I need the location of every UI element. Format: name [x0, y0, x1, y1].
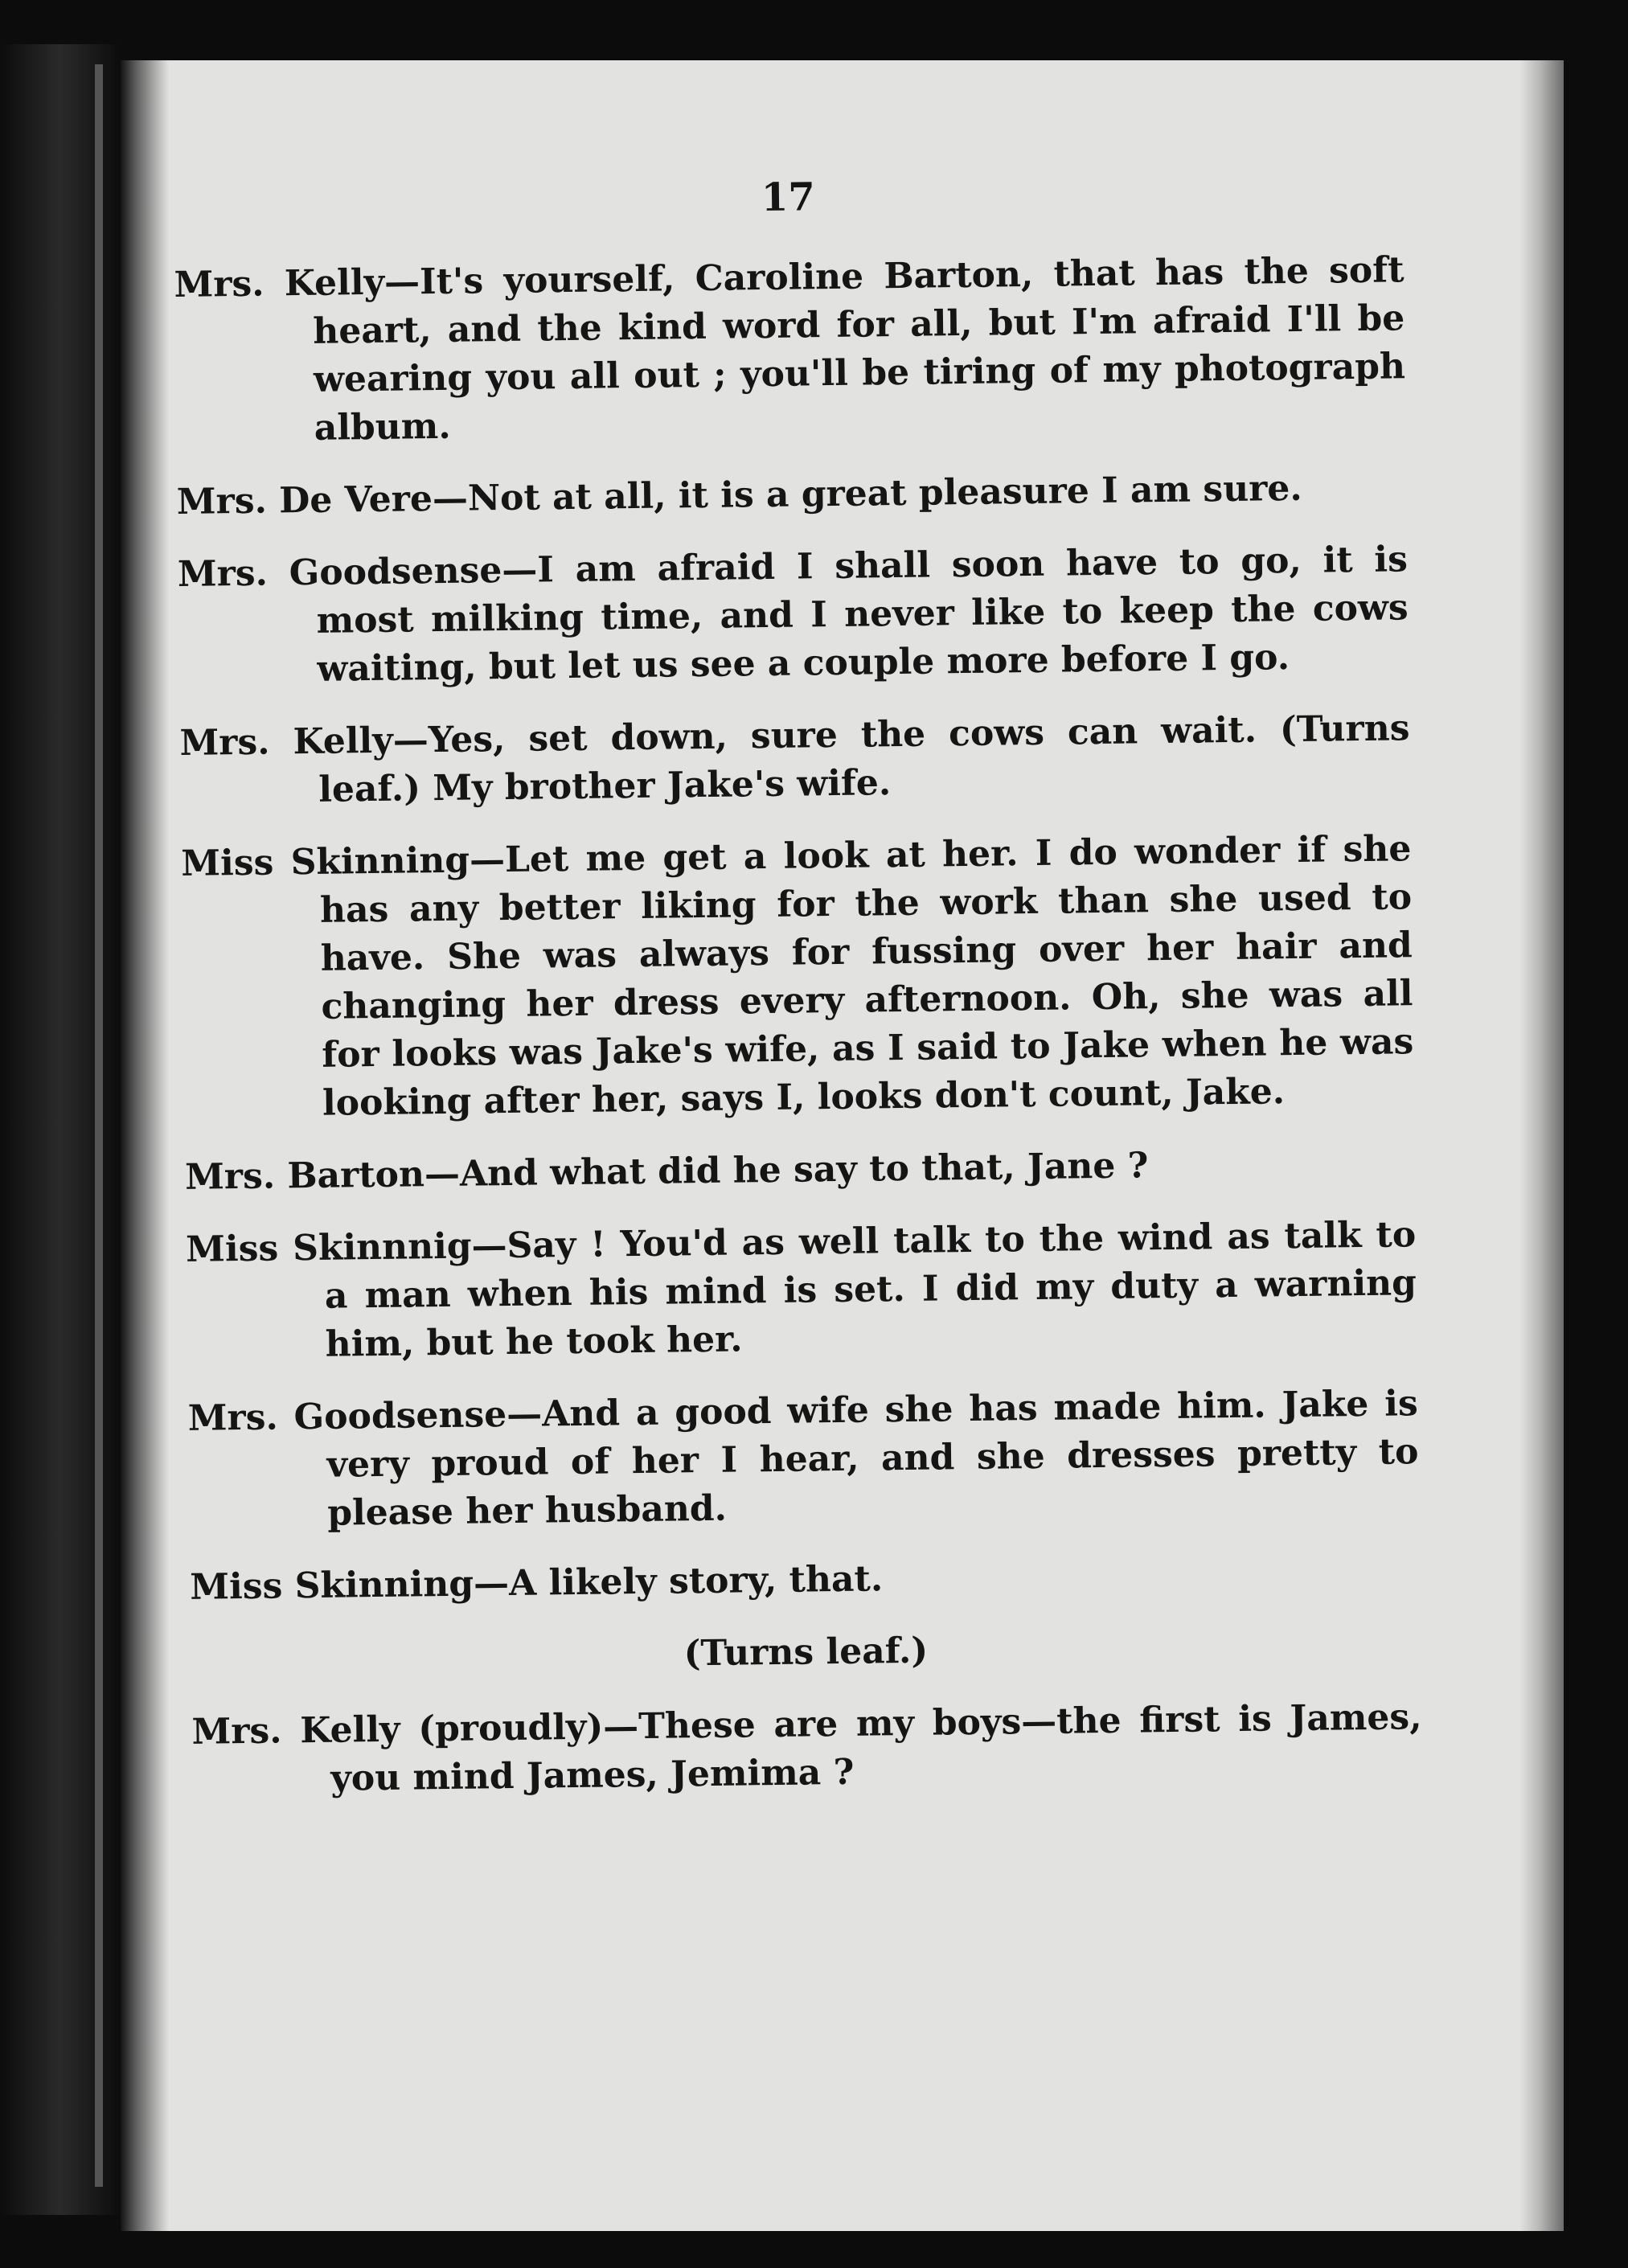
page-spine-shadow	[121, 60, 169, 2231]
dialogue-text: —Say ! You'd as well talk to the wind as talk to a man when his mind is set. I did my duty a warning him, but he took her.	[324, 1214, 1417, 1365]
dialogue-entry	[190, 1548, 1421, 1612]
dialogue-text: (proudly)—These are my boys—the first is James, you mind James, Jemima ?	[330, 1696, 1422, 1799]
dialogue-text: —Not at all, it is a great pleasure I am sure.	[432, 467, 1302, 520]
speaker-name: Mrs. De Vere	[176, 478, 433, 523]
speaker-name: Miss Skinnnig	[185, 1225, 472, 1270]
dialogue-entry	[185, 1138, 1416, 1202]
dialogue-text: —And what did he say to that, Jane ?	[424, 1145, 1149, 1196]
page-number: 17	[761, 174, 816, 221]
speaker-name: Mrs. Barton	[184, 1154, 425, 1198]
dialogue-entry	[174, 246, 1406, 454]
dialogue-text: —Yes, set down, sure the cows can wait. (Turns leaf.) My brother Jake's wife.	[318, 707, 1410, 810]
dialogue-entry	[191, 1693, 1422, 1805]
page-content	[173, 166, 1423, 1829]
dialogue-entry	[181, 825, 1414, 1130]
dialogue-text: —And a good wife she has made him. Jake is very proud of her I hear, and she dresses pretty to please her husband.	[326, 1383, 1419, 1534]
speaker-name: Mrs. Kelly	[179, 720, 394, 764]
dialogue-entry	[178, 535, 1409, 695]
speaker-name: Mrs. Kelly	[174, 261, 385, 306]
speaker-name: Miss Skinning	[190, 1563, 474, 1608]
dialogue-entry	[179, 704, 1410, 816]
binding-line	[95, 64, 103, 2187]
speaker-name: Mrs. Kelly	[191, 1708, 400, 1753]
stage-direction: (Turns leaf.)	[683, 1630, 929, 1675]
dialogue-text: —It's yourself, Caroline Barton, that has the soft heart, and the kind word for all, but I'm afraid I'll be wearing you all out ; you'll be tiring of my photograph album.	[312, 249, 1406, 449]
dialogue-entry	[187, 1380, 1419, 1540]
speaker-name: Miss Skinning	[181, 839, 470, 884]
dialogue-text: —A likely story, that.	[473, 1558, 884, 1605]
dialogue-text: —I am afraid I shall soon have to go, it is most milking time, and I never like to keep the cows waiting, but let us see a couple more before I go.	[316, 539, 1409, 690]
speaker-name: Mrs. Goodsense	[187, 1394, 507, 1439]
dialogue-entry	[186, 1211, 1417, 1371]
speaker-name: Mrs. Goodsense	[177, 550, 502, 595]
dialogue-entry	[177, 463, 1408, 527]
dialogue-text: —Let me get a look at her. I do wonder if she has any better liking for the work than she used to have. She was always for fussing over her hair and changing her dress every afternoon. Oh, she was all for looks was Jake's wife, as I said to Jake when he was looking after her, says I, looks don't count, Jake.	[319, 828, 1414, 1124]
page-edge-shadow	[1519, 60, 1564, 2231]
